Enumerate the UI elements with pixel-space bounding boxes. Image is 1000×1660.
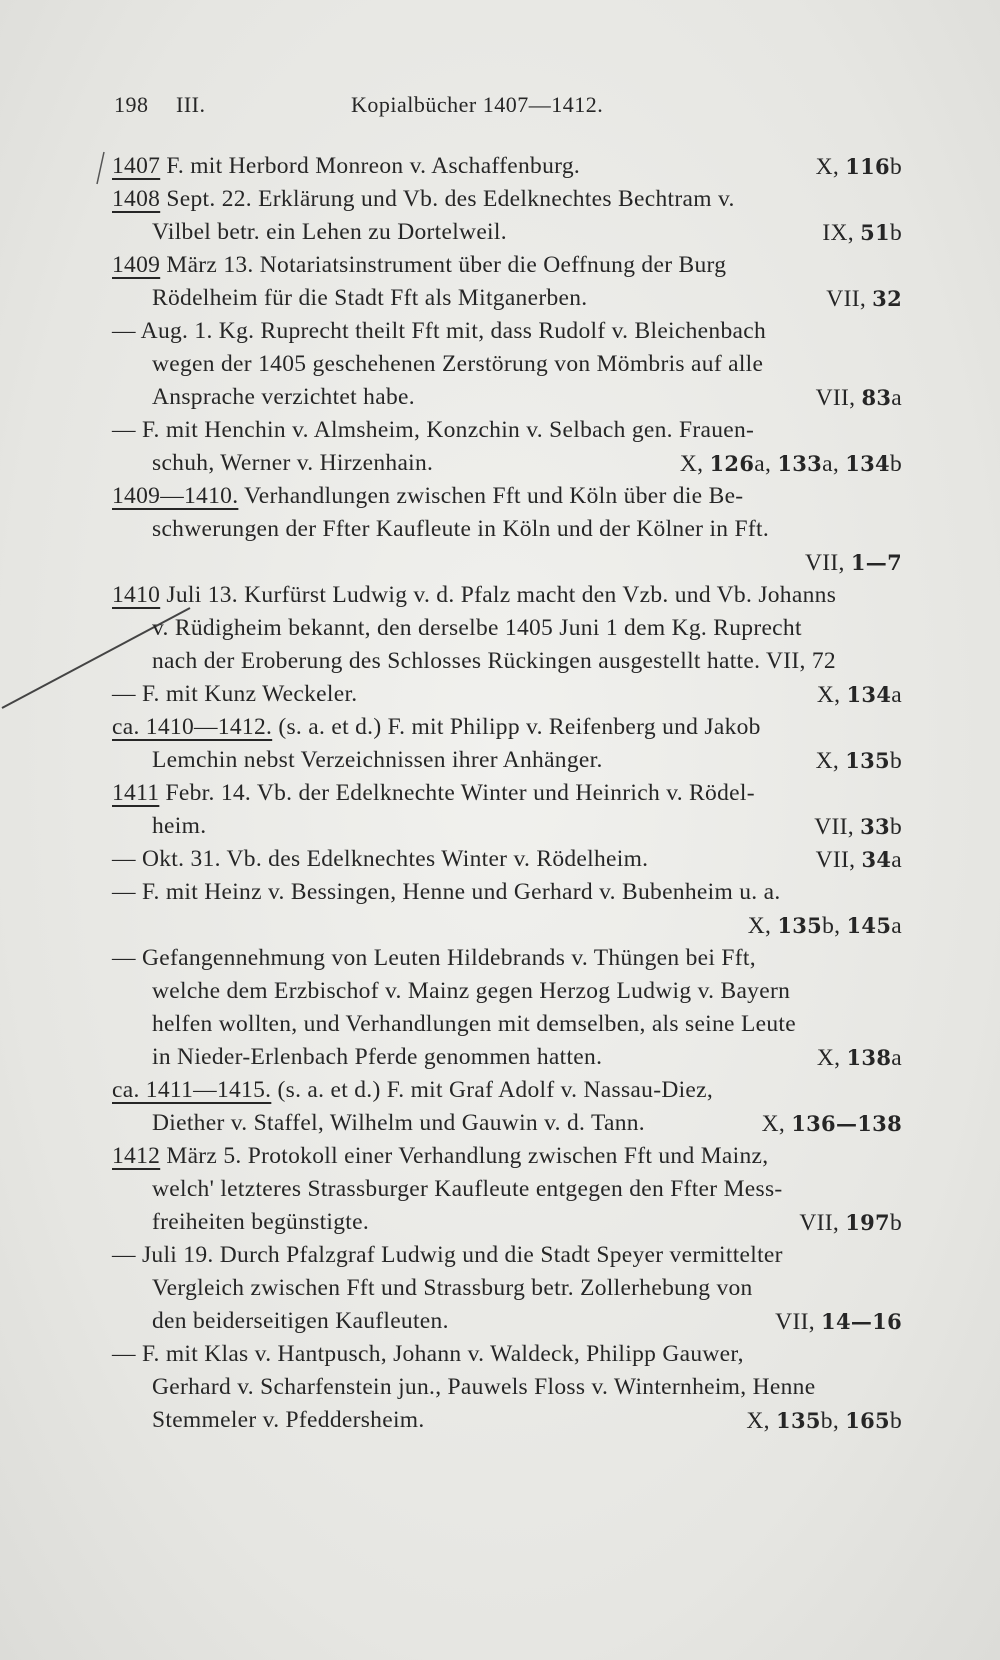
folio-number: 135 xyxy=(777,913,823,938)
volume-label: VII, xyxy=(815,847,862,873)
entry-text: (s. a. et d.) F. mit Graf Adolf v. Nassau-Diez, xyxy=(271,1077,714,1103)
folio-reference xyxy=(826,282,902,316)
folio-number: 1—7 xyxy=(850,550,902,575)
entry-line xyxy=(112,216,902,249)
register-entry xyxy=(112,1140,902,1239)
register-entry xyxy=(112,150,902,183)
entry-line xyxy=(112,876,902,909)
entry-text: — Gefangennehmung von Leuten Hildebrands v. Thüngen bei Fft, xyxy=(112,945,756,971)
entry-date: 1409—1410. xyxy=(112,483,239,509)
entry-text: Juli 13. Kurfürst Ludwig v. d. Pfalz macht den Vzb. und Vb. Johanns xyxy=(160,582,837,608)
folio-number: 116 xyxy=(845,154,890,179)
entry-text: (s. a. et d.) F. mit Philipp v. Reifenberg und Jakob xyxy=(272,714,761,740)
entry-text: Rödelheim für die Stadt Fft als Mitganerben. xyxy=(152,285,588,311)
entry-text: — F. mit Klas v. Hantpusch, Johann v. Waldeck, Philipp Gauwer, xyxy=(112,1341,744,1367)
volume-label: X, xyxy=(815,748,846,774)
entry-text: — Juli 19. Durch Pfalzgraf Ludwig und die Stadt Speyer vermittelter xyxy=(112,1242,783,1268)
volume-label: X, xyxy=(746,1408,777,1434)
register-entry xyxy=(112,1338,902,1437)
entry-text: schwerungen der Ffter Kaufleute in Köln und der Kölner in Fft. xyxy=(152,516,770,542)
register-entry xyxy=(112,711,902,777)
entry-line xyxy=(112,1074,902,1107)
entry-line xyxy=(112,513,902,546)
volume-label: b xyxy=(889,748,902,774)
folio-reference xyxy=(799,1206,902,1240)
entry-text: März 13. Notariatsinstrument über die Oeffnung der Burg xyxy=(160,252,727,278)
folio-number: 135 xyxy=(776,1408,821,1433)
folio-reference xyxy=(805,546,902,580)
folio-number: 134 xyxy=(845,451,890,476)
entry-line xyxy=(112,975,902,1008)
entry-text: Gerhard v. Scharfenstein jun., Pauwels Floss v. Winternheim, Henne xyxy=(152,1374,816,1400)
register-entry xyxy=(112,1074,902,1140)
register-entry xyxy=(112,183,902,249)
page-header xyxy=(114,92,674,118)
entry-text: Febr. 14. Vb. der Edelknechte Winter und Heinrich v. Rödel- xyxy=(159,780,755,806)
entry-text: heim. xyxy=(152,813,207,839)
entry-text: v. Rüdigheim bekannt, den derselbe 1405 Juni 1 dem Kg. Ruprecht xyxy=(152,615,802,641)
volume-label: VII, xyxy=(775,1309,822,1335)
volume-label: VII, xyxy=(805,550,851,576)
entry-line xyxy=(112,315,902,348)
pencil-mark xyxy=(94,150,106,186)
entry-date: 1407 xyxy=(112,153,161,179)
volume-label: a xyxy=(891,847,902,873)
entry-date: ca. 1410—1412. xyxy=(112,714,273,740)
register-entry xyxy=(112,315,902,414)
volume-label: IX, xyxy=(822,220,861,246)
entry-line xyxy=(112,249,902,282)
register-entry xyxy=(112,480,902,579)
entry-text: F. mit Herbord Monreon v. Aschaffenburg. xyxy=(160,153,581,179)
entry-date: ca. 1411—1415. xyxy=(112,1077,272,1103)
folio-reference xyxy=(817,1041,902,1075)
folio-number: 136—138 xyxy=(791,1111,902,1136)
entry-text: Stemmeler v. Pfeddersheim. xyxy=(152,1407,425,1433)
entry-line xyxy=(112,579,902,612)
volume-label: b, xyxy=(822,913,847,939)
folio-number: 32 xyxy=(872,286,902,311)
entry-line xyxy=(112,678,902,711)
folio-number: 134 xyxy=(846,682,892,707)
entry-line xyxy=(112,1239,902,1272)
register-entry xyxy=(112,678,902,711)
folio-number: 14—16 xyxy=(821,1309,902,1334)
entry-text: helfen wollten, und Verhandlungen mit demselben, als seine Leute xyxy=(152,1011,796,1037)
entry-line xyxy=(112,282,902,315)
register-entry xyxy=(112,579,902,678)
folio-number: 197 xyxy=(845,1210,890,1235)
folio-reference xyxy=(748,909,902,943)
volume-label: X, xyxy=(761,1111,792,1137)
folio-reference xyxy=(775,1305,902,1339)
entry-text: — Aug. 1. Kg. Ruprecht theilt Fft mit, dass Rudolf v. Bleichenbach xyxy=(112,318,767,344)
register-entry xyxy=(112,777,902,843)
entry-date: 1412 xyxy=(112,1143,161,1169)
entry-line xyxy=(112,1338,902,1371)
entry-date: 1411 xyxy=(112,780,160,806)
folio-reference xyxy=(822,216,902,250)
folio-number: 145 xyxy=(846,913,892,938)
volume-label: a xyxy=(891,682,902,708)
folio-number: 33 xyxy=(860,814,890,839)
folio-reference xyxy=(816,150,902,184)
volume-label: VII, xyxy=(815,385,862,411)
entry-line xyxy=(112,711,902,744)
volume-label: b, xyxy=(820,1408,846,1434)
folio-number: 165 xyxy=(845,1408,890,1433)
folio-number: 34 xyxy=(861,847,892,872)
folio-number: 83 xyxy=(861,385,892,410)
volume-label: VII, xyxy=(799,1210,846,1236)
entry-text: nach der Eroberung des Schlosses Rückingen ausgestellt hatte. VII, 72 xyxy=(152,648,836,674)
volume-label: X, xyxy=(747,913,778,939)
volume-label: b xyxy=(889,154,902,180)
entry-line xyxy=(112,843,902,876)
entry-text: — F. mit Heinz v. Bessingen, Henne und Gerhard v. Bubenheim u. a. xyxy=(112,879,781,905)
volume-label: VII, xyxy=(826,286,873,312)
entry-line xyxy=(112,744,902,777)
entry-line xyxy=(112,612,902,645)
entry-line xyxy=(112,546,902,579)
entry-date: 1410 xyxy=(112,582,161,608)
entry-line xyxy=(112,909,902,942)
folio-number: 126 xyxy=(709,451,755,476)
volume-label: a xyxy=(891,385,902,411)
entry-text: Sept. 22. Erklärung und Vb. des Edelknechtes Bechtram v. xyxy=(160,186,735,212)
folio-reference xyxy=(680,447,902,481)
entry-line xyxy=(112,150,902,183)
volume-label: X, xyxy=(816,682,847,708)
volume-label: X, xyxy=(816,1045,847,1071)
folio-reference xyxy=(746,1404,902,1438)
entry-line xyxy=(112,414,902,447)
entry-text: welch' letzteres Strassburger Kaufleute entgegen den Ffter Mess- xyxy=(152,1176,783,1202)
entry-text: — Okt. 31. Vb. des Edelknechtes Winter v. Rödelheim. xyxy=(112,846,649,872)
entry-line xyxy=(112,810,902,843)
register-entry xyxy=(112,843,902,876)
entry-text: — F. mit Henchin v. Almsheim, Konzchin v. Selbach gen. Frauen- xyxy=(112,417,755,443)
folio-reference xyxy=(817,678,902,712)
register-entry xyxy=(112,249,902,315)
entry-text: freiheiten begünstigte. xyxy=(152,1209,370,1235)
entry-line xyxy=(112,1272,902,1305)
volume-label: a, xyxy=(754,451,778,477)
entry-text: — F. mit Kunz Weckeler. xyxy=(112,681,358,707)
entry-line xyxy=(112,1008,902,1041)
folio-reference xyxy=(762,1107,902,1141)
folio-reference xyxy=(816,381,902,415)
entry-text: schuh, Werner v. Hirzenhain. xyxy=(152,450,434,476)
entry-line xyxy=(112,1206,902,1239)
volume-label: a xyxy=(891,913,902,939)
volume-label: b xyxy=(889,451,902,477)
register-entry xyxy=(112,942,902,1074)
volume-label: VII, xyxy=(814,814,861,840)
entry-text: Vergleich zwischen Fft und Strassburg betr. Zollerhebung von xyxy=(152,1275,753,1301)
entry-text: in Nieder-Erlenbach Pferde genommen hatten. xyxy=(152,1044,603,1070)
register-entry xyxy=(112,1239,902,1338)
entry-line xyxy=(112,1305,902,1338)
page-number: 198 xyxy=(114,92,149,117)
volume-label: b xyxy=(889,814,902,840)
folio-number: 138 xyxy=(846,1045,892,1070)
folio-number: 51 xyxy=(860,220,890,245)
entry-text: den beiderseitigen Kaufleuten. xyxy=(152,1308,449,1334)
entry-text: welche dem Erzbischof v. Mainz gegen Herzog Ludwig v. Bayern xyxy=(152,978,791,1004)
section-number: III. xyxy=(176,92,206,117)
volume-label: a, xyxy=(822,451,846,477)
entry-text: wegen der 1405 geschehenen Zerstörung von Mömbris auf alle xyxy=(152,351,764,377)
entry-line xyxy=(112,1404,902,1437)
entry-text: Ansprache verzichtet habe. xyxy=(152,384,415,410)
entry-line xyxy=(112,183,902,216)
volume-label: a xyxy=(891,1045,902,1071)
volume-label: X, xyxy=(679,451,710,477)
entry-line xyxy=(112,1371,902,1404)
volume-label: b xyxy=(889,1408,902,1434)
entry-text: März 5. Protokoll einer Verhandlung zwischen Fft und Mainz, xyxy=(160,1143,769,1169)
entry-date: 1409 xyxy=(112,252,161,278)
entry-line xyxy=(112,1140,902,1173)
register-entry xyxy=(112,414,902,480)
running-title: Kopialbücher 1407—1412. xyxy=(351,92,604,117)
entry-text: Diether v. Staffel, Wilhelm und Gauwin v. d. Tann. xyxy=(152,1110,645,1136)
entry-line xyxy=(112,1041,902,1074)
volume-label: b xyxy=(889,1210,902,1236)
entry-line xyxy=(112,348,902,381)
entry-text: Vilbel betr. ein Lehen zu Dortelweil. xyxy=(152,219,507,245)
folio-number: 135 xyxy=(845,748,890,773)
entry-line xyxy=(112,381,902,414)
entry-line xyxy=(112,447,902,480)
entry-date: 1408 xyxy=(112,186,161,212)
entry-list xyxy=(112,150,902,1437)
folio-number: 133 xyxy=(777,451,823,476)
entry-line xyxy=(112,1173,902,1206)
entry-line xyxy=(112,942,902,975)
entry-line xyxy=(112,1107,902,1140)
folio-reference xyxy=(816,744,902,778)
folio-reference xyxy=(814,810,902,844)
entry-text: Lemchin nebst Verzeichnissen ihrer Anhänger. xyxy=(152,747,603,773)
volume-label: X, xyxy=(815,154,846,180)
entry-line xyxy=(112,480,902,513)
entry-line xyxy=(112,777,902,810)
entry-text: Verhandlungen zwischen Fft und Köln über die Be- xyxy=(238,483,744,509)
volume-label: b xyxy=(889,220,902,246)
folio-reference xyxy=(816,843,902,877)
register-entry xyxy=(112,876,902,942)
entry-line xyxy=(112,645,902,678)
